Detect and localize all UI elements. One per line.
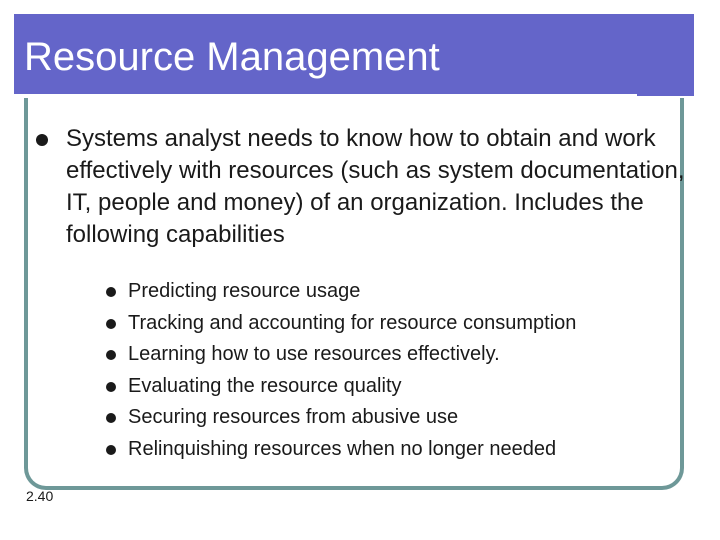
sub-bullet-text: Predicting resource usage xyxy=(128,280,361,302)
main-bullet-text: Systems analyst needs to know how to obtain and work effectively with resources (such as system documentation, IT, people and money) of an organization. Includes the following capabilities xyxy=(66,125,685,248)
bullet-dot-icon xyxy=(106,287,116,297)
bullet-dot-icon xyxy=(106,382,116,392)
bullet-dot-icon xyxy=(36,134,48,146)
sub-bullet-text: Relinquishing resources when no longer needed xyxy=(128,437,557,460)
sub-bullet-text: Tracking and accounting for resource consumption xyxy=(128,311,577,334)
slide-number: 2.40 xyxy=(26,488,54,504)
bullet-dot-icon xyxy=(106,319,116,329)
bullet-dot-icon xyxy=(106,413,116,423)
sub-bullet-text: Evaluating the resource quality xyxy=(128,374,402,397)
bullet-dot-icon xyxy=(106,445,116,455)
slide-title: Resource Management xyxy=(24,35,440,79)
sub-bullet-text: Learning how to use resources effectively. xyxy=(128,343,500,365)
sub-bullet-text: Securing resources from abusive use xyxy=(128,406,459,428)
bullet-dot-icon xyxy=(106,350,116,360)
